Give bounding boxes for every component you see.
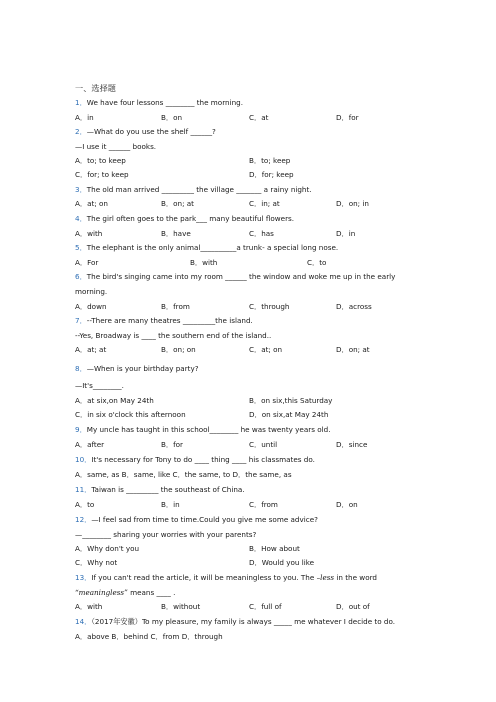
options-4 [75,229,435,240]
question-11 [75,485,245,495]
question-text: The elephant is the only animal__________a trunk- a special long nose. [86,243,339,252]
option-c[interactable]: C．to [307,258,327,267]
question-text: The girl often goes to the park___ many beautiful flowers. [86,214,295,223]
question-text: —I feel sad from time to time.Could you give me some advice? [91,515,318,524]
option-a[interactable]: A．For [75,258,99,267]
question-7-line-2: --Yes, Broadway is ____ the southern end of the island.. [75,331,272,340]
option-d[interactable]: D．on; in [336,199,369,208]
option-a[interactable]: A．after [75,440,105,449]
options-3 [75,199,435,210]
option-b[interactable]: B．on; on [161,345,196,354]
options-12-row-2 [75,558,435,569]
question-number: 9． [75,425,87,434]
options-11 [75,500,435,511]
option-c[interactable]: C．in six o'clock this afternoon [75,410,186,419]
option-b[interactable]: B．How about [249,544,300,553]
question-10 [75,455,315,465]
question-text: My uncle has taught in this school________ he was twenty years old. [86,425,331,434]
question-number: 12． [75,515,92,524]
option-b[interactable]: B．without [161,602,201,611]
option-a[interactable]: A．at; at [75,345,107,354]
question-number: 14． [75,617,92,626]
question-text: The bird's singing came into my room ______ the window and woke me up in the early [86,272,396,281]
question-text: —What do you use the shelf ______? [86,127,216,136]
option-d[interactable]: D．for [336,113,359,122]
question-text: means ____ . [127,588,176,597]
option-a[interactable]: A．Why don't you [75,544,140,553]
question-emphasis: “meaningless” [75,588,128,597]
question-12 [75,515,318,525]
question-6-line-2: morning. [75,287,108,296]
question-6 [75,272,395,282]
options-5 [75,258,435,269]
question-text: —When is your birthday party? [86,364,199,373]
option-d[interactable]: D．across [336,302,372,311]
question-4 [75,214,294,224]
option-c[interactable]: C．at [249,113,269,122]
question-3 [75,185,312,195]
question-text: It's necessary for Tony to do ____ thing ____ his classmates do. [91,455,315,464]
question-number: 13． [75,573,92,582]
option-b[interactable]: B．have [161,229,191,238]
question-2-line-2: —I use it ______ books. [75,142,157,151]
question-9 [75,425,330,435]
option-b[interactable]: B．on; at [161,199,195,208]
question-8-line-2: —It's________. [75,381,124,390]
section-title: 一、选择题 [75,83,116,93]
options-6 [75,302,435,313]
question-number: 6． [75,272,87,281]
option-b[interactable]: B．on [161,113,183,122]
option-b[interactable]: B．from [161,302,190,311]
option-d[interactable]: D．for; keep [249,170,294,179]
question-2 [75,127,216,137]
options-14-inline[interactable]: A．above B．behind C．from D．through [75,632,223,641]
option-a[interactable]: A．with [75,602,103,611]
option-c[interactable]: C．has [249,229,274,238]
question-1 [75,98,243,108]
options-12-row-1 [75,544,435,555]
option-b[interactable]: B．to; keep [249,156,291,165]
options-2-row-2 [75,170,435,181]
question-number: 5． [75,243,87,252]
option-c[interactable]: C．Why not [75,558,118,567]
option-a[interactable]: A．with [75,229,103,238]
option-a[interactable]: A．to [75,500,95,509]
options-2-row-1 [75,156,435,167]
options-8-row-1 [75,396,435,407]
option-b[interactable]: B．with [190,258,218,267]
option-c[interactable]: C．through [249,302,290,311]
option-b[interactable]: B．on six,this Saturday [249,396,333,405]
question-14 [75,617,395,627]
option-c[interactable]: C．in; at [249,199,280,208]
question-13 [75,573,377,583]
question-text-tail: in the word [334,573,377,582]
option-d[interactable]: D．Would you like [249,558,315,567]
option-c[interactable]: C．from [249,500,278,509]
question-number: 1． [75,98,87,107]
option-d[interactable]: D．since [336,440,368,449]
option-c[interactable]: C．at; on [249,345,283,354]
options-8-row-2 [75,410,435,421]
question-number: 3． [75,185,87,194]
question-number: 11． [75,485,92,494]
question-number: 2． [75,127,87,136]
option-c[interactable]: C．full of [249,602,282,611]
option-a[interactable]: A．at six,on May 24th [75,396,154,405]
option-b[interactable]: B．in [161,500,180,509]
question-text: The old man arrived _________ the village _______ a rainy night. [86,185,312,194]
question-13-line-2 [75,588,175,597]
option-d[interactable]: D．on [336,500,358,509]
option-d[interactable]: D．in [336,229,356,238]
option-c[interactable]: C．for; to keep [75,170,129,179]
question-5 [75,243,338,253]
options-1 [75,113,435,124]
options-10-inline[interactable]: A．same, as B．same, like C．the same, to D．the same, as [75,470,292,479]
options-13 [75,602,435,613]
question-number: 10． [75,455,92,464]
option-b[interactable]: B．for [161,440,184,449]
option-a[interactable]: A．down [75,302,107,311]
question-text: If you can't read the article, it will be meaningless to you. The – [91,573,321,582]
question-emphasis: less [320,573,335,582]
option-d[interactable]: D．on six,at May 24th [249,410,329,419]
question-8 [75,364,199,374]
question-text: Taiwan is _________ the southeast of China. [91,485,245,494]
option-d[interactable]: D．on; at [336,345,370,354]
options-7 [75,345,435,356]
option-a[interactable]: A．in [75,113,94,122]
option-a[interactable]: A．at; on [75,199,108,208]
option-a[interactable]: A．to; to keep [75,156,126,165]
question-text: We have four lessons ________ the morning. [86,98,243,107]
question-number: 4． [75,214,87,223]
option-c[interactable]: C．until [249,440,278,449]
question-source: （2017年安徽） [91,617,142,626]
question-12-line-2: —________ sharing your worries with your parents? [75,530,257,539]
question-text: To my pleasure, my family is always _____ me whatever I decide to do. [141,617,396,626]
option-d[interactable]: D．out of [336,602,370,611]
question-7 [75,316,253,326]
options-9 [75,440,435,451]
question-number: 7． [75,316,87,325]
question-number: 8． [75,364,87,373]
question-text: --There are many theatres _________the island. [86,316,253,325]
